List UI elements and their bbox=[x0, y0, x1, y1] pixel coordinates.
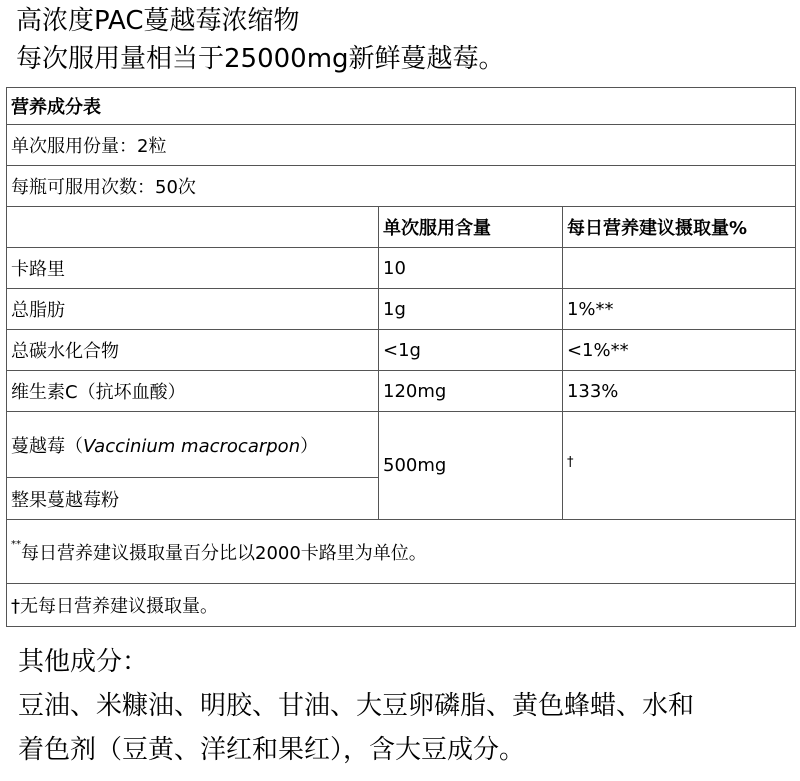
header-amount: 单次服用含量 bbox=[379, 207, 563, 248]
footnote-mark: † bbox=[11, 596, 20, 617]
cranberry-prefix: 蔓越莓（ bbox=[11, 435, 83, 457]
other-ingredients-line: 着色剂（豆黄、洋红和果红），含大豆成分。 bbox=[18, 735, 526, 765]
product-title: 高浓度PAC蔓越莓浓缩物 bbox=[16, 6, 300, 36]
servings-per-container: 每瓶可服用次数：50次 bbox=[7, 166, 796, 207]
table-row bbox=[7, 289, 796, 330]
nutrient-amount: 120mg bbox=[379, 371, 563, 412]
table-title: 营养成分表 bbox=[7, 88, 796, 125]
serving-size: 单次服用份量：2粒 bbox=[7, 125, 796, 166]
nutrient-amount: 10 bbox=[379, 248, 563, 289]
table-row bbox=[7, 330, 796, 371]
nutrient-name: 卡路里 bbox=[7, 248, 379, 289]
serving-equivalent: 每次服用量相当于25000mg新鲜蔓越莓。 bbox=[16, 44, 505, 74]
nutrient-dv: 133% bbox=[562, 371, 795, 412]
dagger-mark: † bbox=[566, 455, 574, 470]
footnote-text: 无每日营养建议摄取量。 bbox=[20, 596, 218, 617]
nutrient-dv: <1%** bbox=[562, 330, 795, 371]
nutrient-amount: 1g bbox=[379, 289, 563, 330]
nutrient-name: 总脂肪 bbox=[7, 289, 379, 330]
other-ingredients bbox=[18, 640, 694, 772]
nutrient-dv: 1%** bbox=[562, 289, 795, 330]
table-row bbox=[7, 371, 796, 412]
other-ingredients-line: 豆油、米糠油、明胶、甘油、大豆卵磷脂、黄色蜂蜡、水和 bbox=[18, 691, 695, 721]
cranberry-sub: 整果蔓越莓粉 bbox=[7, 478, 379, 520]
nutrient-amount: <1g bbox=[379, 330, 563, 371]
footnote-text: 每日营养建议摄取量百分比以2000卡路里为单位。 bbox=[21, 542, 427, 564]
cranberry-dv bbox=[562, 412, 795, 520]
table-row bbox=[7, 412, 796, 478]
header-daily-value: 每日营养建议摄取量% bbox=[562, 207, 795, 248]
header-blank bbox=[7, 207, 379, 248]
cranberry-name bbox=[7, 412, 379, 478]
nutrient-dv bbox=[562, 248, 795, 289]
cranberry-suffix: ） bbox=[300, 435, 319, 457]
intro bbox=[16, 2, 505, 78]
cranberry-latin: Vaccinium macrocarpon bbox=[83, 435, 301, 457]
table-row bbox=[7, 248, 796, 289]
footnote-no-dv bbox=[7, 584, 796, 627]
cranberry-amount: 500mg bbox=[379, 412, 563, 520]
footnote-mark: ** bbox=[11, 538, 21, 550]
other-ingredients-title: 其他成分： bbox=[18, 647, 149, 677]
nutrient-name: 总碳水化合物 bbox=[7, 330, 379, 371]
nutrition-facts-table bbox=[6, 87, 796, 627]
nutrient-name: 维生素C（抗坏血酸） bbox=[7, 371, 379, 412]
footnote-daily-value bbox=[7, 520, 796, 584]
